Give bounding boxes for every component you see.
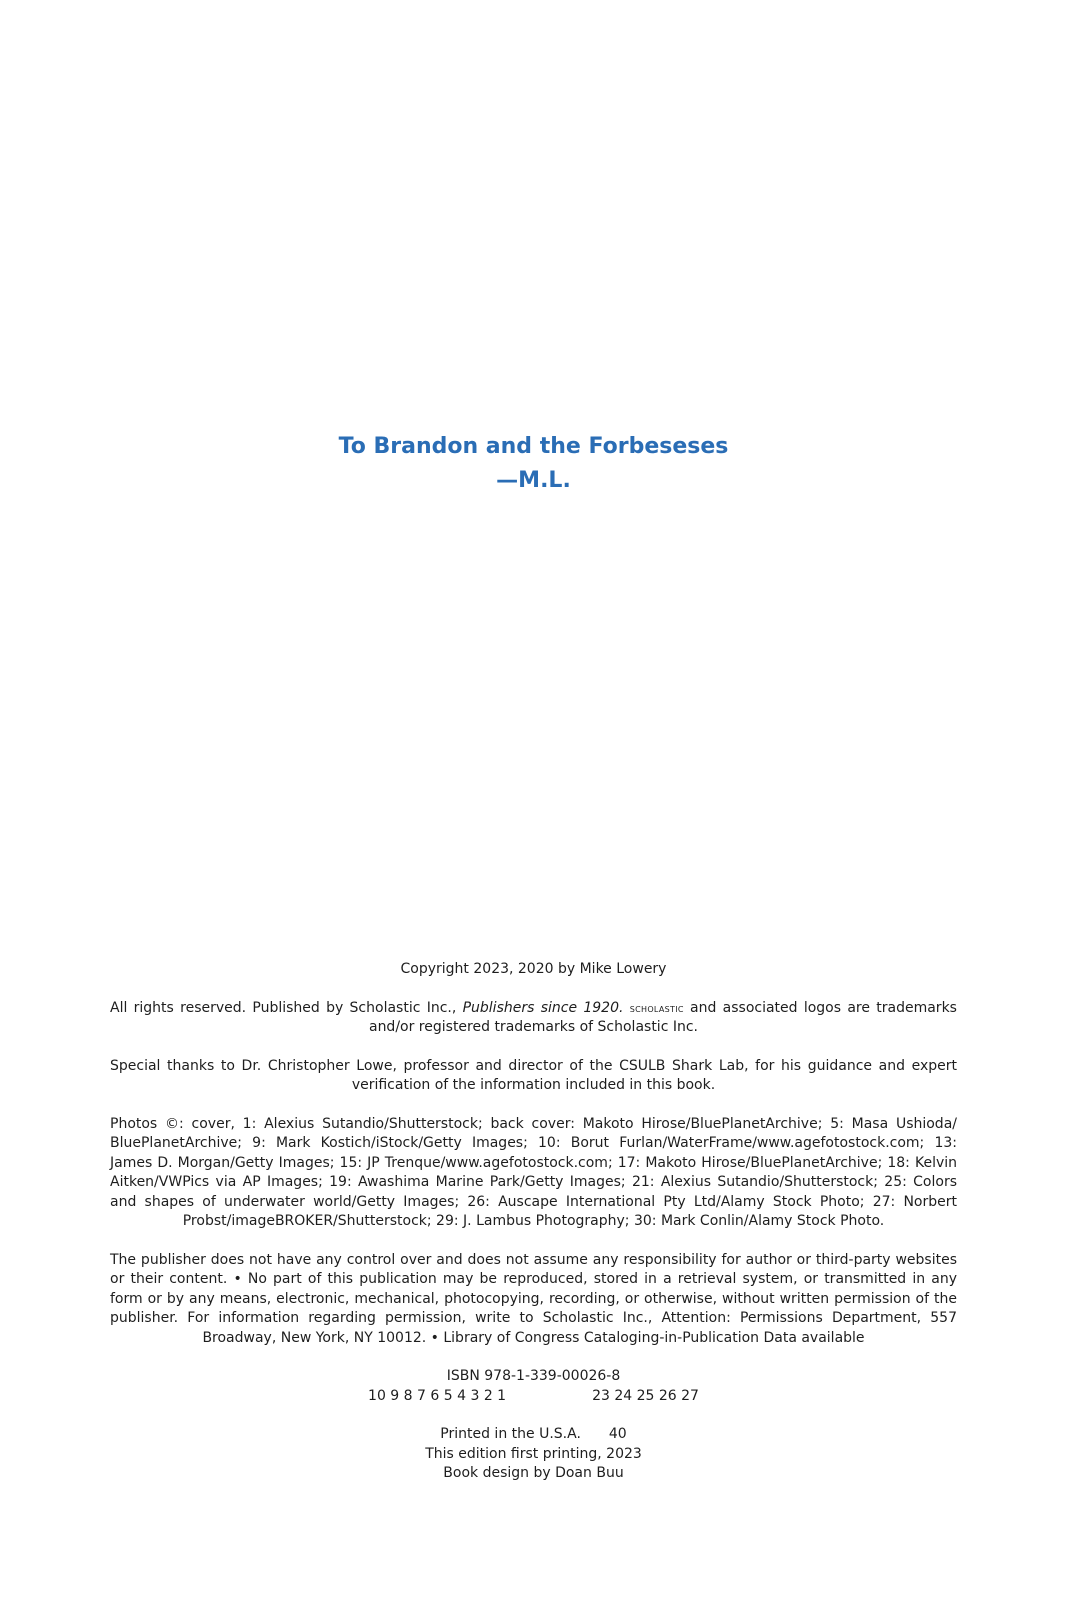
edition-line: This edition first printing, 2023: [425, 1445, 642, 1462]
rights-text-end: and associated logos are trademarks and/or registered trademarks of Scholastic Inc.: [368, 999, 957, 1035]
photo-credits: Photos ©: cover, 1: Alexius Sutandio/Shutterstock; back cover: Makoto Hirose/BluePlanetArchive; 5: Masa Ushioda/ BluePlanetArchive; 9: Mark Kostich/iStock/Getty Images; 10: Borut Furlan/WaterFrame/www.agefotostock.com; 13: James D. Morgan/Getty Images; 15: JP Trenque/www.agefotostock.com; 17: Makoto Hirose/BluePlanetArchive; 18: Kelvin Aitken/VWPics via AP Images; 19: Awashima Marine Park/Getty Images; 21: Alexius Sutandio/Shutterstock; 25: Colors and shapes of underwater world/Getty Images; 26: Auscape International Pty Ltd/Alamy Stock Photo; 27: Norbert Probst/imageBROKER/Shutterstock; 29: J. Lambus Photography; 30: Mark Conlin/Alamy Stock Photo.: [110, 1115, 957, 1229]
dedication: [0, 430, 1067, 498]
publisher-tagline: Publishers since 1920.: [462, 999, 624, 1016]
design-credit: Book design by Doan Buu: [443, 1465, 624, 1481]
thanks-paragraph: Special thanks to Dr. Christopher Lowe, professor and director of the CSULB Shark Lab, for his guidance and expert verification of the information included in this book.: [110, 1057, 957, 1093]
printed-code: 40: [608, 1426, 627, 1442]
print-years: 23 24 25 26 27: [592, 1387, 699, 1404]
dedication-signature: —M.L.: [496, 468, 571, 493]
copyright-line: Copyright 2023, 2020 by Mike Lowery: [400, 961, 667, 977]
dedication-line: To Brandon and the Forbeseses: [338, 434, 729, 459]
rights-text-start: All rights reserved. Published by Scholastic Inc.,: [110, 999, 463, 1016]
isbn: ISBN 978-1-339-00026-8: [446, 1368, 621, 1384]
scholastic-trademark: scholastic: [629, 1001, 684, 1015]
disclaimer-paragraph: The publisher does not have any control over and does not assume any responsibility for author or third-party websites or their content. • No part of this publication may be reproduced, stored in a retrieval system, or transmitted in any form or by any means, electronic, mechanical, photocopying, recording, or otherwise, without written permission of the publisher. For information regarding permission, write to Scholastic Inc., Attention: Permissions Department, 557 Broadway, New York, NY 10012. • Library of Congress Cataloging-in-Publication Data available: [110, 1251, 957, 1346]
print-numbers: 10 9 8 7 6 5 4 3 2 1: [368, 1387, 507, 1404]
rights-paragraph: [110, 999, 957, 1038]
printed-line: [110, 1425, 957, 1445]
print-line: [110, 1387, 957, 1407]
printed-in: Printed in the U.S.A.: [440, 1426, 581, 1442]
copyright-page: [110, 960, 957, 1484]
